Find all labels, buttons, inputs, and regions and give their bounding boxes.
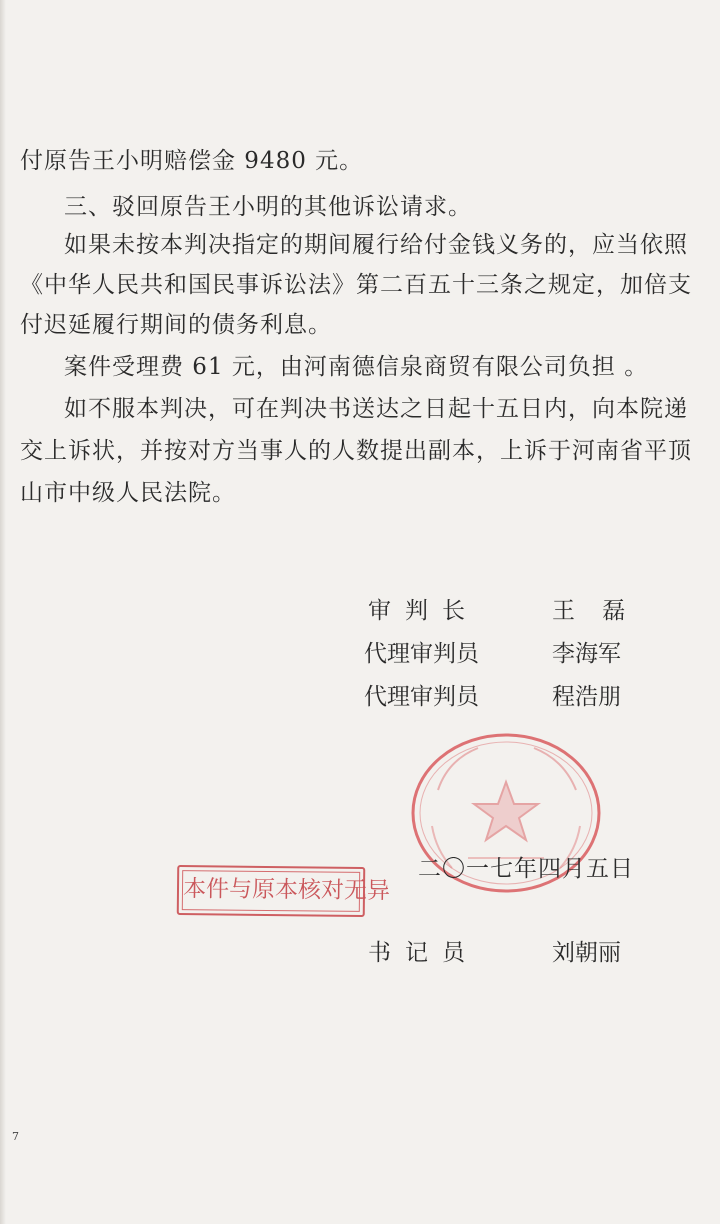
text-line: 如不服本判决，可在判决书送达之日起十五日内，向本院递	[64, 396, 688, 422]
text-line: 付迟延履行期间的债务利息。	[20, 312, 332, 338]
verification-stamp	[177, 865, 391, 917]
signature-role-acting-judge-2: 代理审判员	[364, 684, 479, 710]
page-edge	[0, 0, 6, 1224]
signature-name-presiding-judge: 王 磊	[552, 598, 636, 624]
text-line: 付原告王小明赔偿金 9480 元。	[20, 148, 364, 174]
judgment-date: 二〇一七年四月五日	[418, 856, 634, 882]
stamp-text: 本件与原本核对无异	[182, 876, 391, 905]
text-line: 《中华人民共和国民事诉讼法》第二百五十三条之规定，加倍支	[20, 272, 692, 298]
text-line: 如果未按本判决指定的期间履行给付金钱义务的，应当依照	[64, 232, 688, 258]
signature-name-acting-judge-2: 程浩朋	[552, 684, 621, 710]
text-line: 案件受理费 61 元，由河南德信泉商贸有限公司负担 。	[64, 354, 649, 380]
text-line: 交上诉状，并按对方当事人的人数提出副本，上诉于河南省平顶	[20, 438, 692, 464]
signature-name-clerk: 刘朝丽	[552, 940, 621, 966]
text-line: 山市中级人民法院。	[20, 480, 236, 506]
page-mark: 7	[12, 1130, 19, 1143]
signature-role-acting-judge-1: 代理审判员	[364, 641, 479, 667]
signature-role-clerk: 书记员	[368, 940, 479, 966]
signature-name-acting-judge-1: 李海军	[552, 641, 621, 667]
signature-role-presiding-judge: 审判长	[368, 598, 479, 624]
text-line: 三、驳回原告王小明的其他诉讼请求。	[64, 194, 472, 220]
